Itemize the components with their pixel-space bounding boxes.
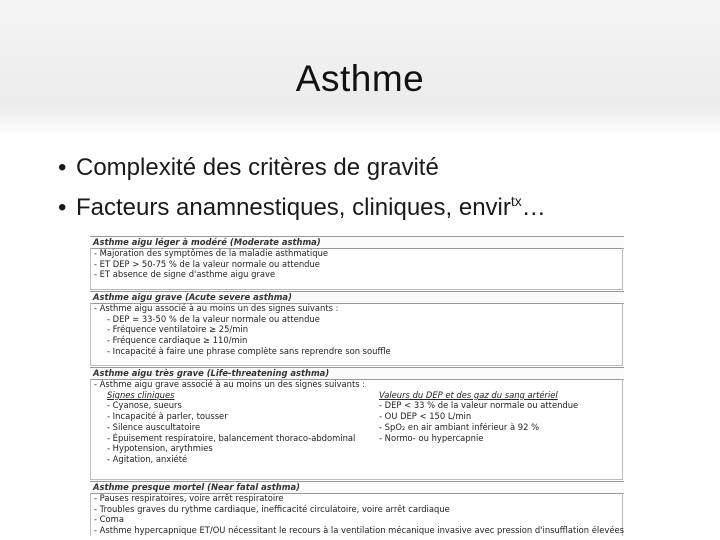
blood-gas-column (379, 390, 619, 444)
column-title: Signes cliniques (107, 389, 175, 400)
table-line: - Troubles graves du rythme cardiaque, inefficacité circulatoire, voire arrêt cardiaque (94, 503, 450, 514)
bullet-item (58, 188, 698, 228)
clinical-signs-column (107, 390, 377, 465)
table-line: - Asthme aigu associé à au moins un des signes suivants : (94, 303, 339, 313)
two-column-block (91, 390, 622, 476)
severity-table (90, 236, 624, 536)
table-line: - ET absence de signe d'asthme aigu grave (94, 269, 276, 280)
section-body (90, 493, 623, 536)
bullet-text: Facteurs anamnestiques, cliniques, envir (76, 194, 511, 221)
bullet-dot-icon: • (58, 194, 67, 221)
table-line: - Asthme aigu grave associé à au moins un des signes suivants : (94, 379, 366, 389)
table-line: - Normo- ou hypercapnie (379, 432, 484, 443)
section-heading: Asthme aigu grave (Acute severe asthma) (90, 291, 624, 304)
bullet-dot-icon: • (58, 154, 67, 181)
bullet-ellipsis: … (521, 194, 546, 221)
bullet-list (58, 148, 698, 228)
table-line: - ET DEP > 50-75 % de la valeur normale ou attendue (94, 258, 320, 269)
bullet-item (58, 148, 698, 188)
section-body (90, 248, 623, 290)
table-line: - Fréquence ventilatoire ≥ 25/min (107, 324, 249, 335)
section-heading: Asthme aigu très grave (Life-threatening asthma) (90, 367, 624, 380)
table-line: - Coma (94, 514, 124, 525)
table-line: - Cyanose, sueurs (107, 400, 182, 411)
bullet-text: Complexité des critères de gravité (76, 154, 439, 181)
column-title: Valeurs du DEP et des gaz du sang artériel (379, 389, 558, 400)
table-line: - Hypotension, arythmies (107, 443, 213, 454)
section-heading: Asthme presque mortel (Near fatal asthma) (90, 481, 624, 494)
section-body (90, 379, 623, 480)
table-line: - OU DEP < 150 L/min (379, 411, 472, 422)
table-line: - Pauses respiratoires, voire arrêt respiratoire (94, 493, 284, 503)
bullet-superscript: tx (510, 193, 522, 209)
section-heading: Asthme aigu léger à modéré (Moderate asthma) (90, 236, 624, 249)
table-line: - Asthme hypercapnique ET/OU nécessitant le recours à la ventilation mécanique invasive avec pression d'insufflation élevées (94, 525, 624, 536)
table-line: - Incapacité à parler, tousser (107, 411, 228, 422)
table-line: - Fréquence cardiaque ≥ 110/min (107, 335, 248, 346)
table-line: - DEP = 33-50 % de la valeur normale ou attendue (107, 313, 320, 324)
table-line: - Épuisement respiratoire, balancement thoraco-abdominal (107, 432, 356, 443)
table-line: - SpO₂ en air ambiant inférieur à 92 % (379, 421, 540, 432)
slide-title: Asthme (295, 58, 425, 99)
table-line: - Majoration des symptômes de la maladie asthmatique (94, 248, 329, 258)
table-line: - Silence auscultatoire (107, 421, 201, 432)
table-line: - DEP < 33 % de la valeur normale ou attendue (379, 400, 579, 411)
table-line: - Agitation, anxiété (107, 453, 188, 464)
table-line: - Incapacité à faire une phrase complète sans reprendre son souffle (107, 345, 391, 356)
section-body (90, 303, 623, 366)
